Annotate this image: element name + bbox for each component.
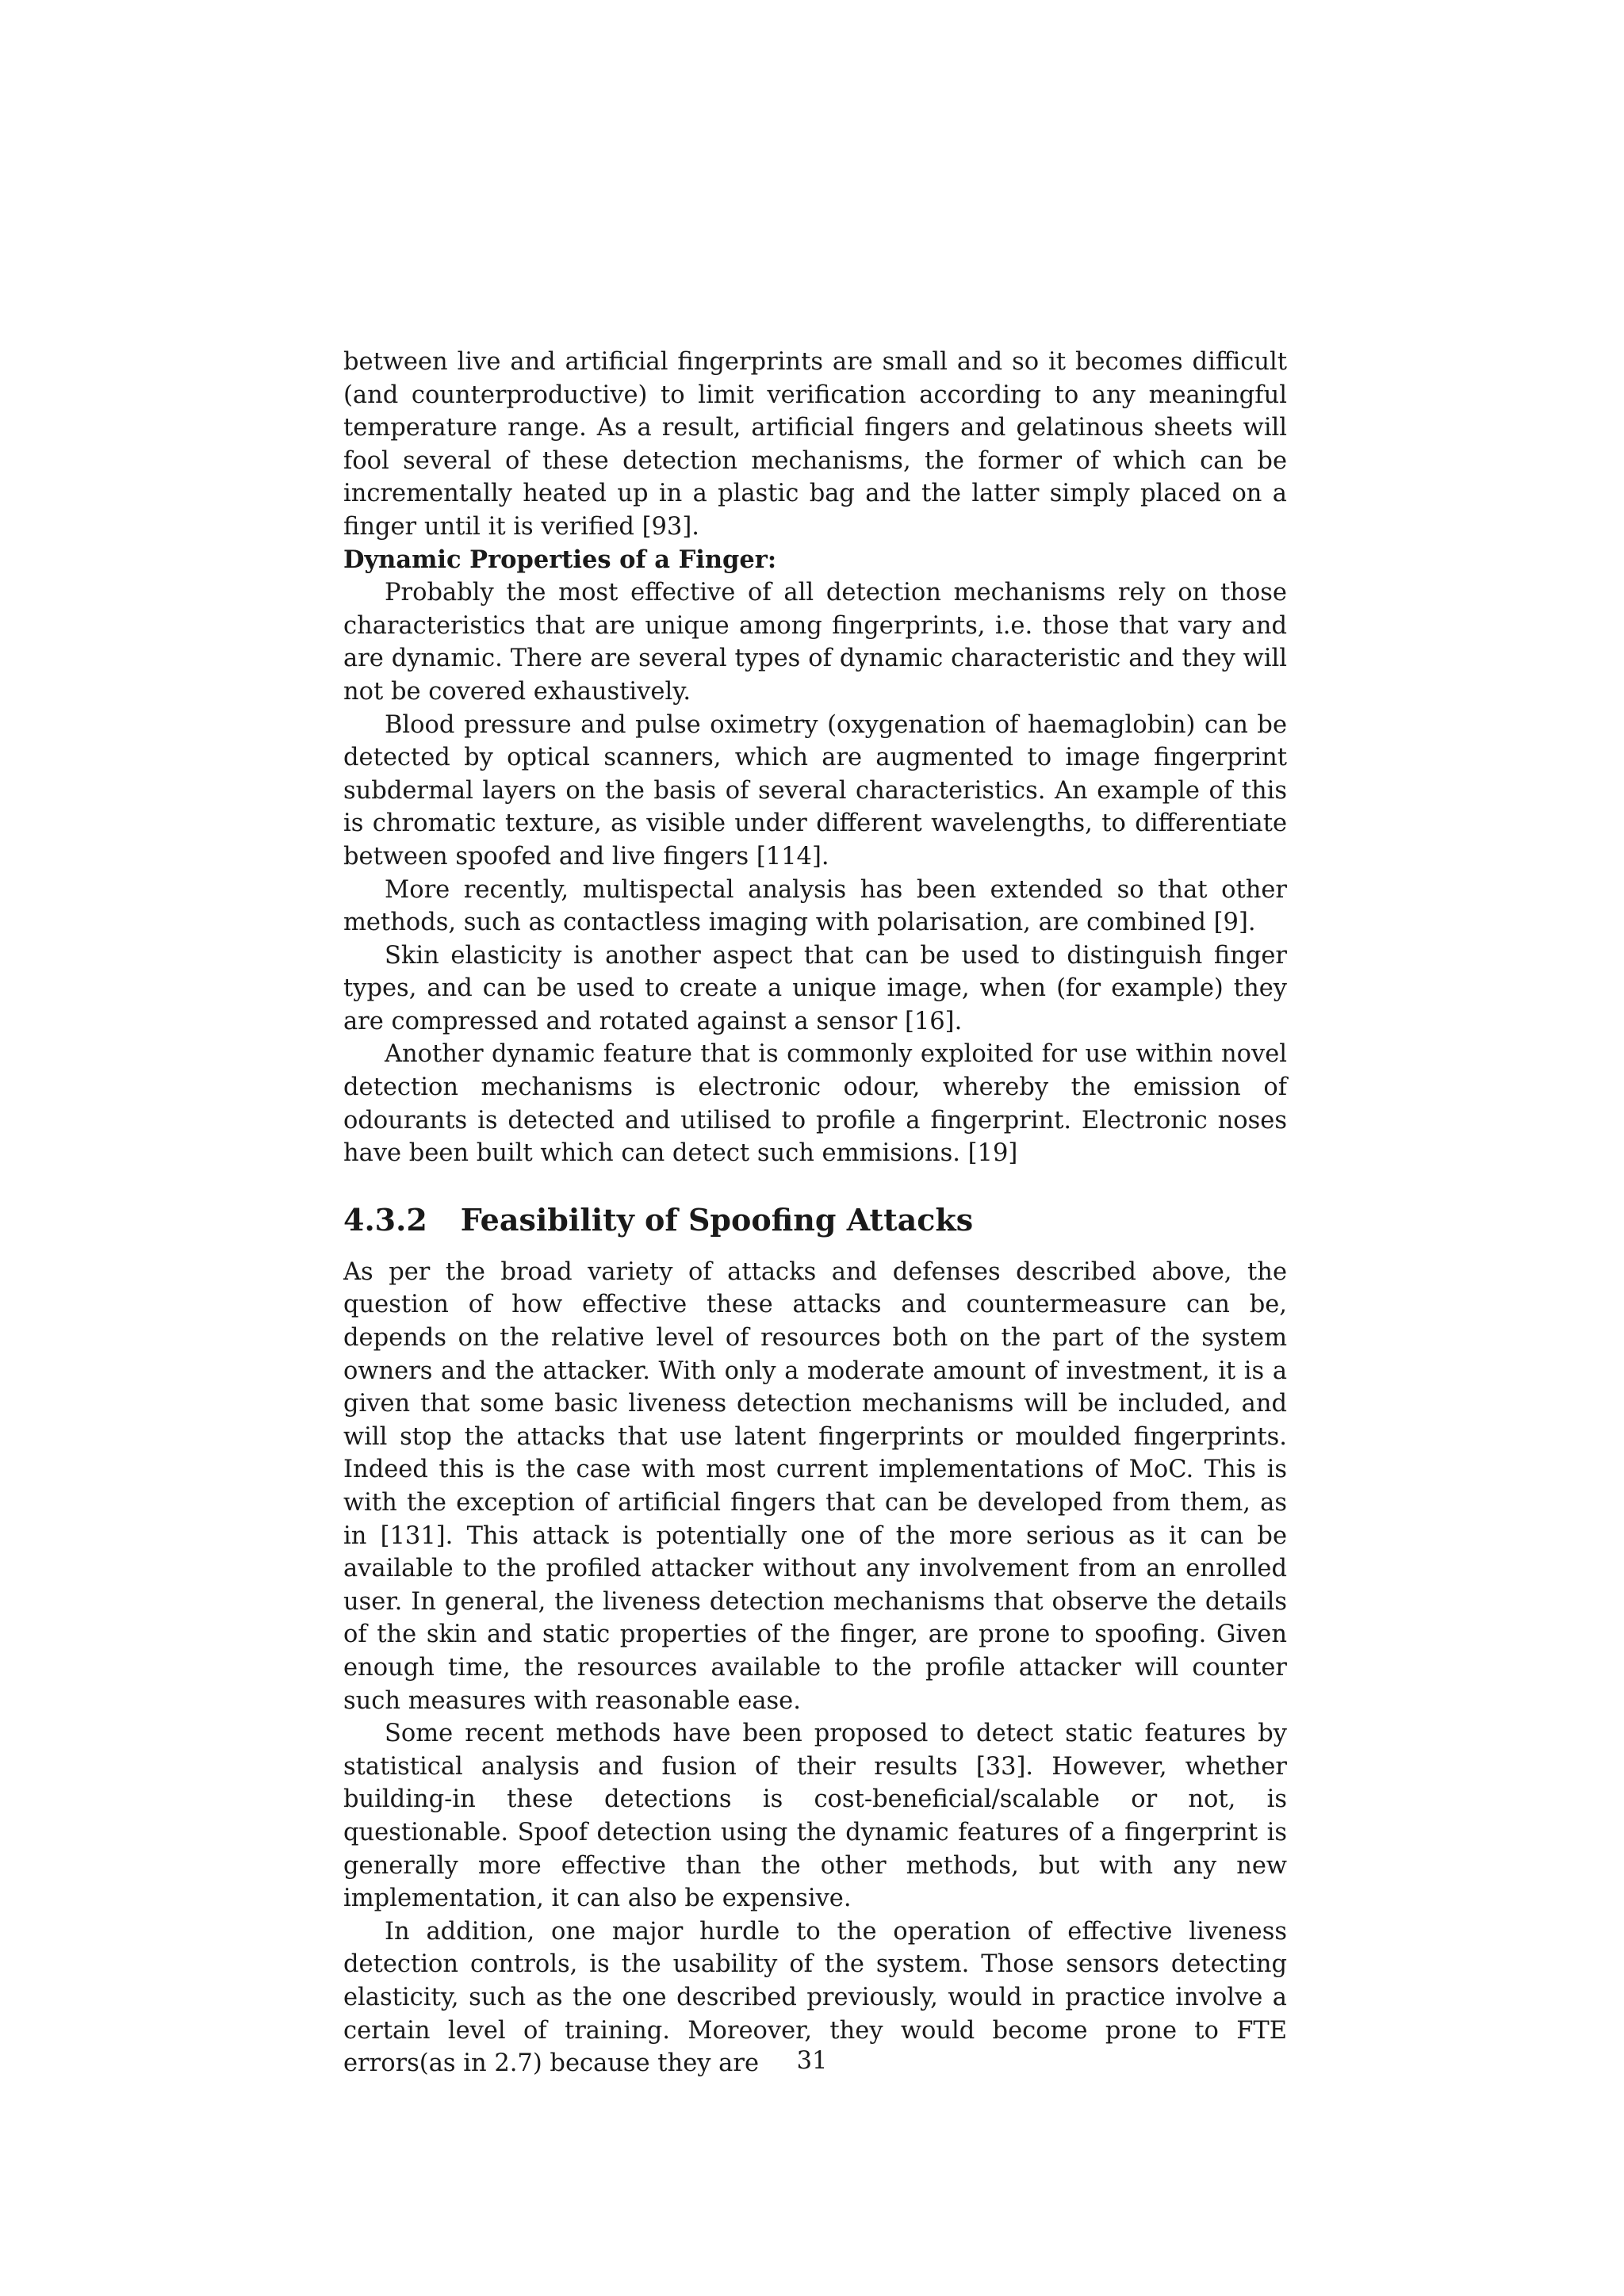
section-paragraph-2: Some recent methods have been proposed to detect static features by statistical analysis and fusion of their results [33]. However, whether building-in these detections is cost-beneficial/scalable or not, is questionable. Spoof detection using the dynamic features of a fingerprint is generally more effective than the other methods, but with any new implementation, it can also be expensive. bbox=[343, 1720, 1287, 1913]
section-title: Feasibility of Spoofing Attacks bbox=[460, 1201, 974, 1238]
section-paragraph-3: In addition, one major hurdle to the operation of effective liveness detection controls, is the usability of the system. Those sensors detecting elasticity, such as the one described previously, would in practice involve a certain level of training. Moreover, they would become prone to FTE errors(as in 2.7) because they are bbox=[343, 1917, 1287, 2078]
dynamic-paragraph-2: Blood pressure and pulse oximetry (oxygenation of haemaglobin) can be detected by optical scanners, which are augmented to image fingerprint subdermal layers on the basis of several characteristics. An example of this is chromatic texture, as visible under different wavelengths, to differentiate between spoofed and live fingers [114]. bbox=[343, 710, 1287, 871]
body-text bbox=[343, 346, 1287, 2080]
intro-paragraph: between live and artificial fingerprints are small and so it becomes difficult (and counterproductive) to limit verification according to any meaningful temperature range. As a result, artificial fingers and gelatinous sheets will fool several of these detection mechanisms, the former of which can be incrementally heated up in a plastic bag and the latter simply placed on a finger until it is verified [93]. bbox=[343, 348, 1287, 541]
dynamic-paragraph-1: Probably the most effective of all detection mechanisms rely on those characteristics that are unique among fingerprints, i.e. those that vary and are dynamic. There are several types of dynamic characteristic and they will not be covered exhaustively. bbox=[343, 579, 1287, 706]
page-number: 31 bbox=[796, 2047, 828, 2075]
section-number: 4.3.2 bbox=[343, 1201, 427, 1238]
dynamic-paragraph-5: Another dynamic feature that is commonly exploited for use within novel detection mechanisms is electronic odour, whereby the emission of odourants is detected and utilised to profile a fingerprint. Electronic noses have been built which can detect such emmisions. [19] bbox=[343, 1040, 1287, 1168]
dynamic-paragraph-4: Skin elasticity is another aspect that can be used to distinguish finger types, and can be used to create a unique image, when (for example) they are compressed and rotated against a sensor [16]. bbox=[343, 941, 1287, 1035]
section-paragraph-1: As per the broad variety of attacks and defenses described above, the question of how effective these attacks and countermeasure can be, depends on the relative level of resources both on the part of the system owners and the attacker. With only a moderate amount of investment, it is a given that some basic liveness detection mechanisms will be included, and will stop the attacks that use latent fingerprints or moulded fingerprints. Indeed this is the case with most current implementations of MoC. This is with the exception of artificial fingers that can be developed from them, as in [131]. This attack is potentially one of the more serious as it can be available to the profiled attacker without any involvement from an enrolled user. In general, the liveness detection mechanisms that observe the details of the skin and static properties of the finger, are prone to spoofing. Given enough time, the resources available to the profile attacker will counter such measures with reasonable ease. bbox=[343, 1257, 1287, 1715]
dynamic-paragraph-3: More recently, multispectal analysis has been extended so that other methods, such as contactless imaging with polarisation, are combined [9]. bbox=[343, 875, 1287, 937]
dynamic-properties-heading: Dynamic Properties of a Finger: bbox=[343, 545, 777, 574]
section-heading bbox=[343, 1200, 1287, 1240]
